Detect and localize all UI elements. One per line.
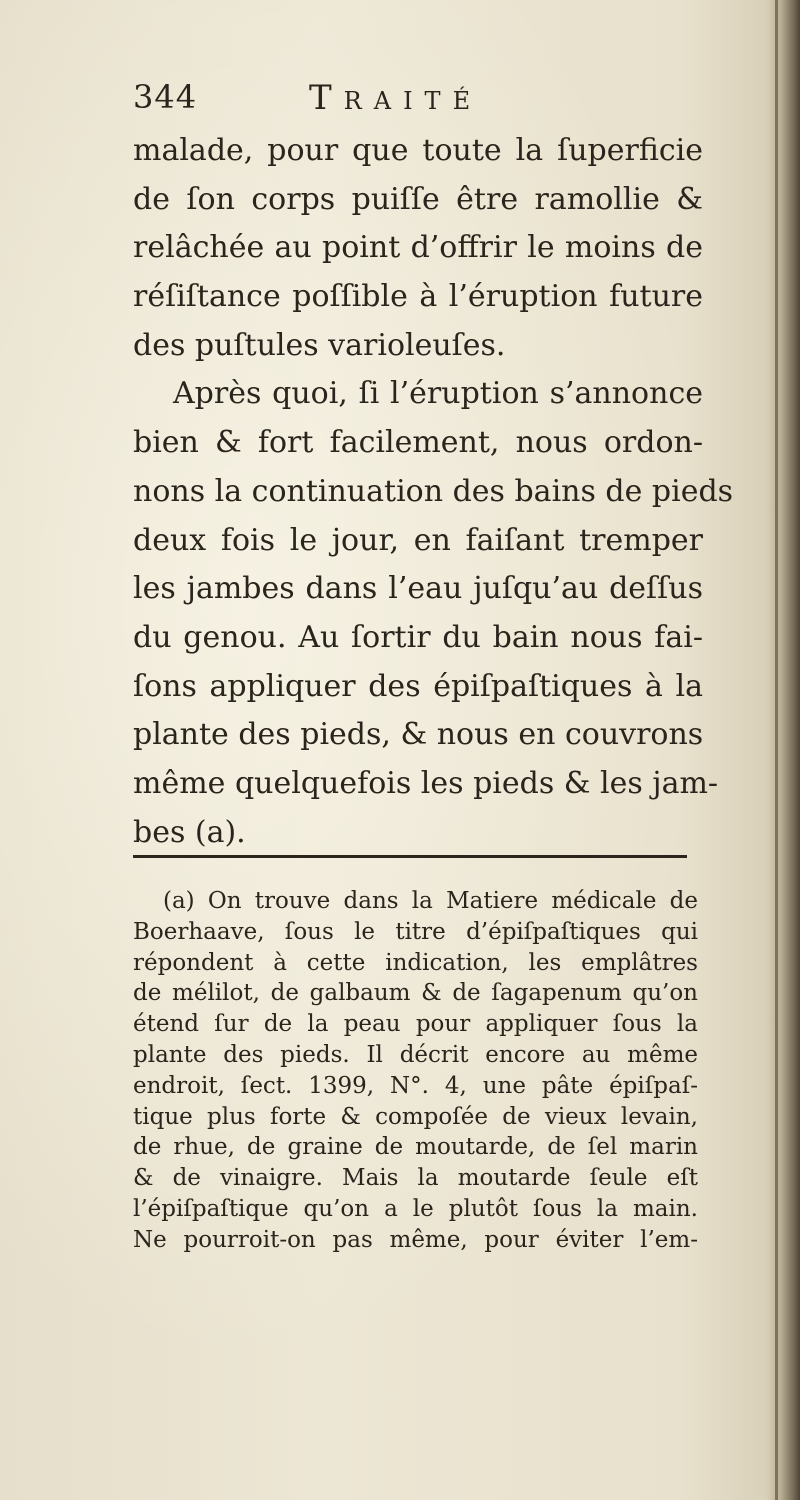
text-line: bes (a). — [133, 814, 246, 850]
footnote-line: l’épiſpaſtique qu’on a le plutôt ſous la main. — [133, 1195, 698, 1222]
text-line: bien & fort facilement, nous ordon- — [133, 425, 703, 461]
binding-shadow — [766, 0, 800, 1500]
text-line: Après quoi, ſi l’éruption s’annonce — [173, 376, 703, 412]
text-line: malade, pour que toute la ſuperficie — [133, 133, 703, 168]
footnote — [133, 886, 698, 1256]
text-line: relâchée au point d’offrir le moins de — [133, 230, 703, 266]
text-line: des puſtules varioleuſes. — [133, 327, 506, 363]
page-header — [133, 78, 693, 128]
text-line: deux fois le jour, en faiſant tremper — [133, 522, 703, 558]
footnote-line: répondent à cette indication, les emplâtres — [133, 949, 698, 976]
text-line: plante des pieds, & nous en couvrons — [133, 717, 704, 753]
footnote-line: plante des pieds. Il décrit encore au même — [133, 1041, 698, 1068]
footnote-line: endroit, ſect. 1399, N°. 4, une pâte épiſpaſ- — [133, 1072, 698, 1099]
text-line: de ſon corps puiſſe être ramollie & — [133, 181, 703, 217]
text-line: réſiſtance poſſible à l’éruption future — [133, 279, 703, 315]
footnote-line: de rhue, de graine de moutarde, de ſel marin — [133, 1134, 698, 1161]
running-head: Traité — [309, 78, 483, 118]
binding-edge — [775, 0, 778, 1500]
text-line: les jambes dans l’eau juſqu’au deſſus — [133, 571, 703, 607]
footnote-line: tique plus forte & compoſée de vieux levain, — [133, 1103, 698, 1130]
text-line: même quelquefois les pieds & les jam- — [133, 765, 719, 801]
footnote-line: & de vinaigre. Mais la moutarde ſeule eſt — [133, 1165, 698, 1192]
page-number: 344 — [133, 78, 198, 116]
footnote-line: Ne pourroit-on pas même, pour éviter l’em- — [133, 1226, 698, 1253]
footnote-line: de mélilot, de galbaum & de ſagapenum qu’on — [133, 980, 698, 1007]
main-text — [133, 127, 734, 857]
footnote-rule — [133, 855, 687, 858]
text-line: nons la continuation des bains de pieds — [133, 473, 734, 509]
footnote-line: étend ſur de la peau pour appliquer ſous la — [133, 1011, 698, 1038]
text-line: ſons appliquer des épiſpaſtiques à la — [133, 668, 703, 704]
footnote-line: (a) On trouve dans la Matiere médicale de — [163, 888, 698, 914]
text-line: du genou. Au ſortir du bain nous fai- — [133, 619, 703, 655]
footnote-line: Boerhaave, ſous le titre d’épiſpaſtiques qui — [133, 918, 698, 945]
